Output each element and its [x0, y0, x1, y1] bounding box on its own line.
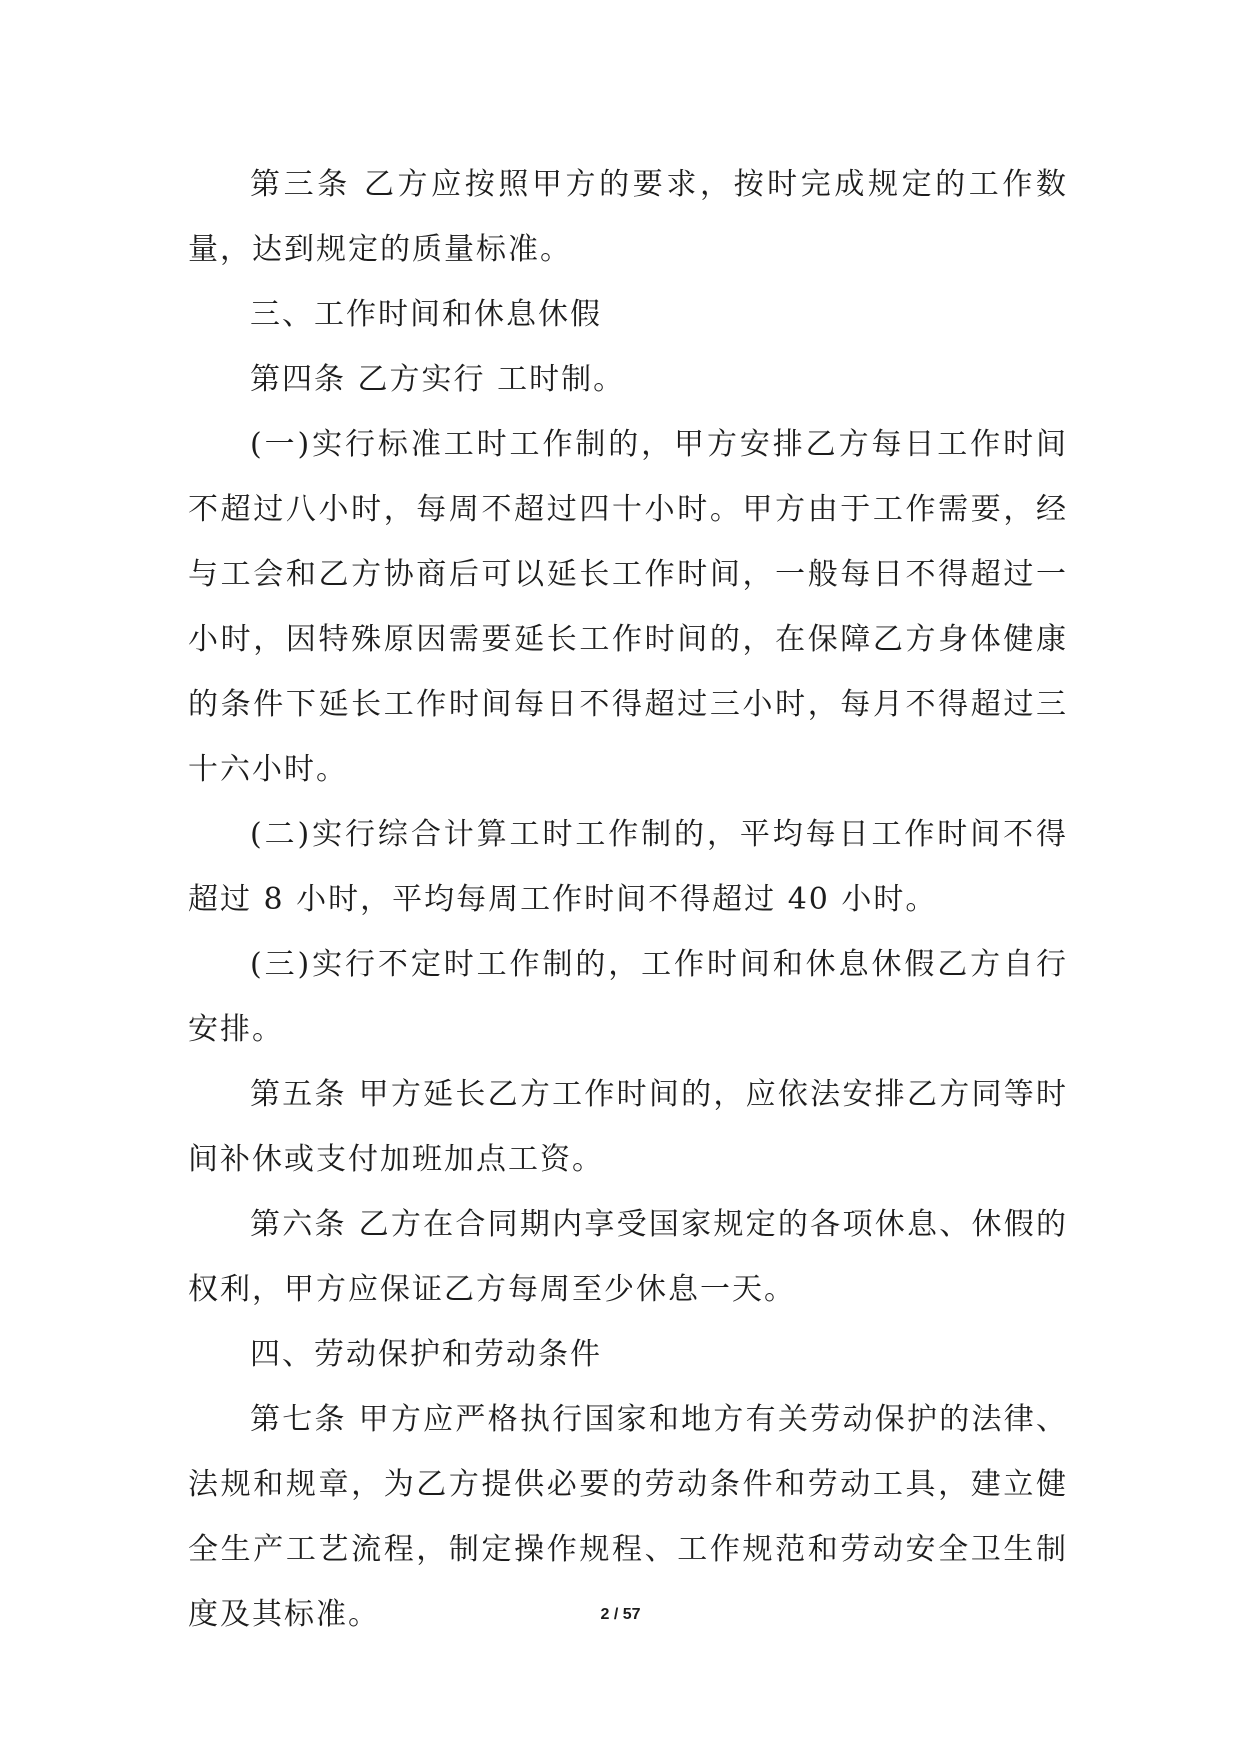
- paragraph-article-3: 第三条 乙方应按照甲方的要求，按时完成规定的工作数量，达到规定的质量标准。: [188, 167, 1068, 267]
- page-number: 2 / 57: [600, 1606, 641, 1623]
- document-body: [188, 152, 1068, 1647]
- section-heading-3: 三、工作时间和休息休假: [250, 297, 602, 332]
- paragraph-comprehensive-hours: (二)实行综合计算工时工作制的，平均每日工作时间不得超过 8 小时，平均每周工作时间不得超过 40 小时。: [188, 817, 1068, 917]
- paragraph-flexible-hours: (三)实行不定时工作制的，工作时间和休息休假乙方自行安排。: [188, 947, 1068, 1047]
- paragraph-article-7: 第七条 甲方应严格执行国家和地方有关劳动保护的法律、法规和规章，为乙方提供必要的劳动条件和劳动工具，建立健全生产工艺流程，制定操作规程、工作规范和劳动安全卫生制度及其标准。: [188, 1402, 1068, 1632]
- paragraph-standard-hours: (一)实行标准工时工作制的，甲方安排乙方每日工作时间不超过八小时，每周不超过四十小时。甲方由于工作需要，经与工会和乙方协商后可以延长工作时间，一般每日不得超过一小时，因特殊原因需要延长工作时间的，在保障乙方身体健康的条件下延长工作时间每日不得超过三小时，每月不得超过三十六小时。: [188, 427, 1068, 787]
- paragraph-article-4: 第四条 乙方实行 工时制。: [250, 362, 626, 397]
- paragraph-article-5: 第五条 甲方延长乙方工作时间的，应依法安排乙方同等时间补休或支付加班加点工资。: [188, 1077, 1068, 1177]
- paragraph-article-6: 第六条 乙方在合同期内享受国家规定的各项休息、休假的权利，甲方应保证乙方每周至少休息一天。: [188, 1207, 1068, 1307]
- section-heading-4: 四、劳动保护和劳动条件: [250, 1337, 602, 1372]
